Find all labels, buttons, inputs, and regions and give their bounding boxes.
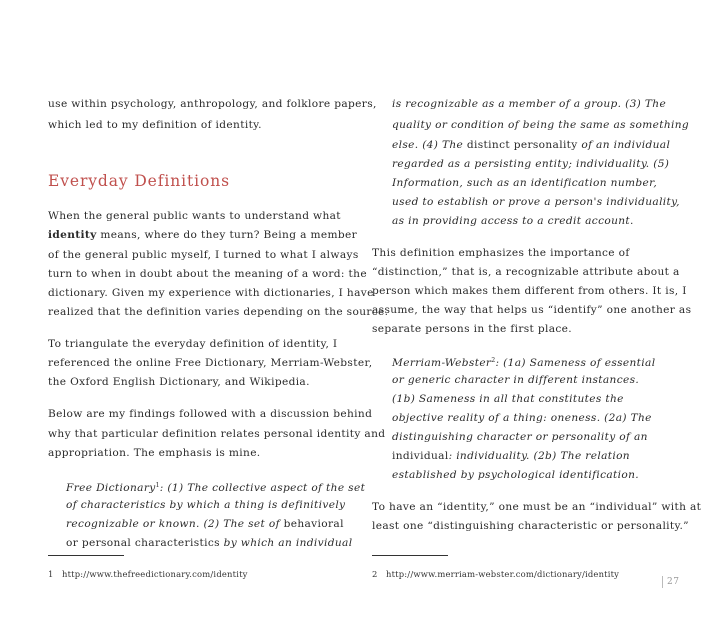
body-line: why that particular definition relates personal identity and: [48, 428, 386, 440]
intro-line: which led to my definition of identity.: [48, 119, 262, 131]
body-line: appropriation. The emphasis is mine.: [48, 447, 261, 459]
quote-line: established by psychological identification.: [392, 469, 640, 481]
body-line: Below are my findings followed with a discussion behind: [48, 408, 373, 420]
body-line: identity means, where do they turn? Being a member: [48, 229, 358, 241]
body-line: of the general public myself, I turned to what I always: [48, 249, 359, 261]
footnote: 1 http://www.thefreedictionary.com/identity: [48, 569, 248, 579]
quote-line: or personal characteristics by which an individual: [66, 537, 353, 549]
quote-line: individual: individuality. (2b) The relation: [392, 450, 630, 462]
body-line: To have an “identity,” one must be an “individual” with at: [372, 501, 702, 513]
footnote-url: http://www.merriam-webster.com/dictionary/identity: [386, 569, 620, 579]
footnote-rule: [372, 555, 448, 556]
body-line: To triangulate the everyday definition of identity, I: [48, 338, 338, 350]
body-line: referenced the online Free Dictionary, Merriam-Webster,: [48, 357, 373, 369]
footnote-ref: 2: [491, 357, 496, 364]
page-number: 27: [662, 576, 679, 588]
quote-line: Free Dictionary$^1$: (1) The collective aspect of the set: [66, 482, 366, 494]
footnote-rule: [48, 555, 124, 556]
body-line: the Oxford English Dictionary, and Wikipedia.: [48, 376, 310, 388]
quote-line: as in providing access to a credit account.: [392, 215, 634, 227]
quote-line: (1b) Sameness in all that constitutes the: [392, 393, 624, 405]
section-heading: Everyday Definitions: [48, 172, 230, 190]
footnote-ref: 1: [155, 482, 160, 489]
quote-line: quality or condition of being the same as something: [392, 119, 690, 131]
quote-line: used to establish or prove a person's individuality,: [392, 196, 680, 208]
body-line: dictionary. Given my experience with dictionaries, I have: [48, 287, 374, 299]
quote-line: else. (4) The distinct personality of an individual: [392, 139, 671, 151]
quote-line: Information, such as an identification number,: [392, 177, 658, 189]
body-line: realized that the definition varies depending on the source.: [48, 306, 389, 318]
body-line: When the general public wants to understand what: [48, 210, 341, 222]
quote-line: is recognizable as a member of a group. (3) The: [392, 98, 667, 110]
bold-term: identity: [48, 229, 97, 241]
body-line: turn to when in doubt about the meaning of a word: the: [48, 268, 367, 280]
quote-line: of characteristics by which a thing is definitively: [66, 499, 346, 511]
footnote-url: http://www.thefreedictionary.com/identity: [62, 569, 248, 579]
quote-line: regarded as a persisting entity; individuality. (5): [392, 158, 670, 170]
body-line: separate persons in the first place.: [372, 323, 573, 335]
body-line: This definition emphasizes the importance of: [372, 247, 630, 259]
body-line: “distinction,” that is, a recognizable attribute about a: [372, 266, 680, 278]
quote-line: or generic character in different instances.: [392, 374, 640, 386]
body-line: assume, the way that helps us “identify” one another as: [372, 304, 692, 316]
quote-line: recognizable or known. (2) The set of behavioral: [66, 518, 344, 530]
quote-line: objective reality of a thing: oneness. (2a) The: [392, 412, 652, 424]
quote-line: Merriam-Webster$^2$: (1a) Sameness of essential: [392, 357, 656, 369]
quote-line: distinguishing character or personality of an: [392, 431, 648, 443]
footnote: 2 http://www.merriam-webster.com/dictionary/identity: [372, 569, 620, 579]
intro-line: use within psychology, anthropology, and folklore papers,: [48, 98, 377, 110]
body-line: least one “distinguishing characteristic or personality.”: [372, 520, 689, 532]
body-line: person which makes them different from others. It is, I: [372, 285, 687, 297]
